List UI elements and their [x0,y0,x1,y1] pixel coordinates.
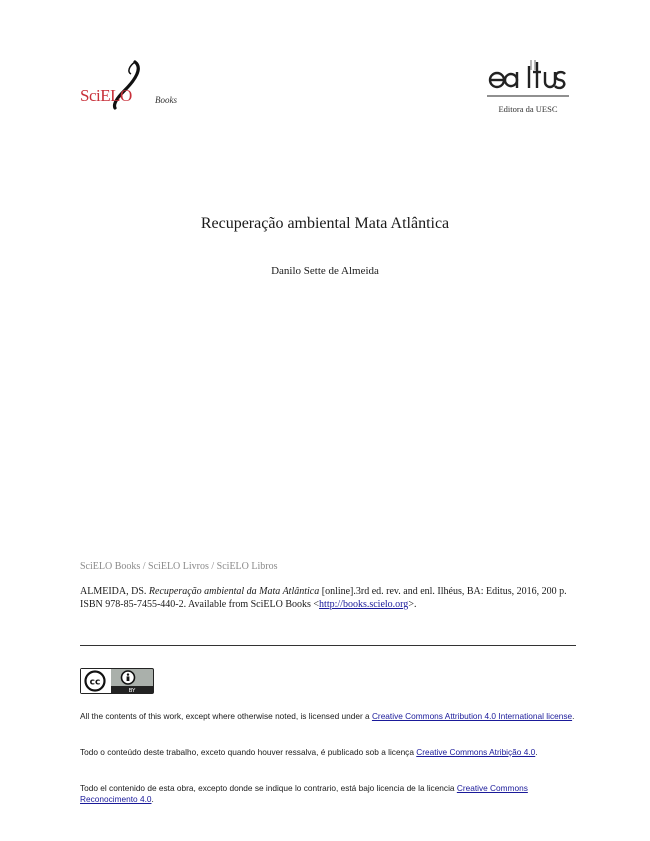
license-portuguese-link[interactable]: Creative Commons Atribição 4.0 [416,747,536,757]
license-spanish-text: Todo el contenido de esta obra, excepto donde se indique lo contrario, está bajo licencia de la licencia [80,783,457,793]
license-portuguese [80,747,575,758]
editus-logo [487,58,569,120]
citation-title: Recuperação ambiental da Mata Atlântica [148,586,320,597]
by-label: BY [128,688,136,693]
divider-line [80,645,576,646]
citation-prefix: ALMEIDA, DS. [80,586,149,597]
license-english-link[interactable]: Creative Commons Attribution 4.0 International license [371,711,573,721]
scielo-books-link[interactable]: http://books.scielo.org [319,599,409,610]
license-spanish-link[interactable]: Creative Commons Reconocimento 4.0 [80,783,528,804]
license-english-text: All the contents of this work, except where otherwise noted, is licensed under a [80,711,372,721]
license-english-end: . [572,711,575,721]
book-author: Danilo Sette de Almeida [271,265,379,277]
citation-block [80,585,575,611]
scielo-logo-text: SciELO [80,86,132,105]
scielo-books-label: Books [155,95,177,105]
scielo-books-logo [80,60,200,120]
editus-mark-icon [487,58,569,104]
license-portuguese-text: Todo o conteúdo deste trabalho, exceto quando houver ressalva, é publicado sob a licença [80,747,417,757]
series-line: SciELO Books / SciELO Livros / SciELO Libros [80,561,278,572]
cc-label: cc [89,677,101,688]
license-spanish [80,783,575,804]
book-title: Recuperação ambiental Mata Atlântica [200,215,450,232]
citation-details: [online].3rd ed. rev. and enl. Ilhéus, BA: Editus, 2016, 200 p. ISBN 978-85-7455-440-2. Available from SciELO Books < [80,586,567,610]
license-spanish-end: . [151,793,154,804]
citation-suffix: >. [408,599,417,610]
cc-by-badge[interactable] [80,668,154,694]
license-english [80,711,575,722]
editus-caption: Editora da UESC [498,104,558,114]
license-portuguese-end: . [535,747,538,757]
cc-by-icon [81,669,153,693]
